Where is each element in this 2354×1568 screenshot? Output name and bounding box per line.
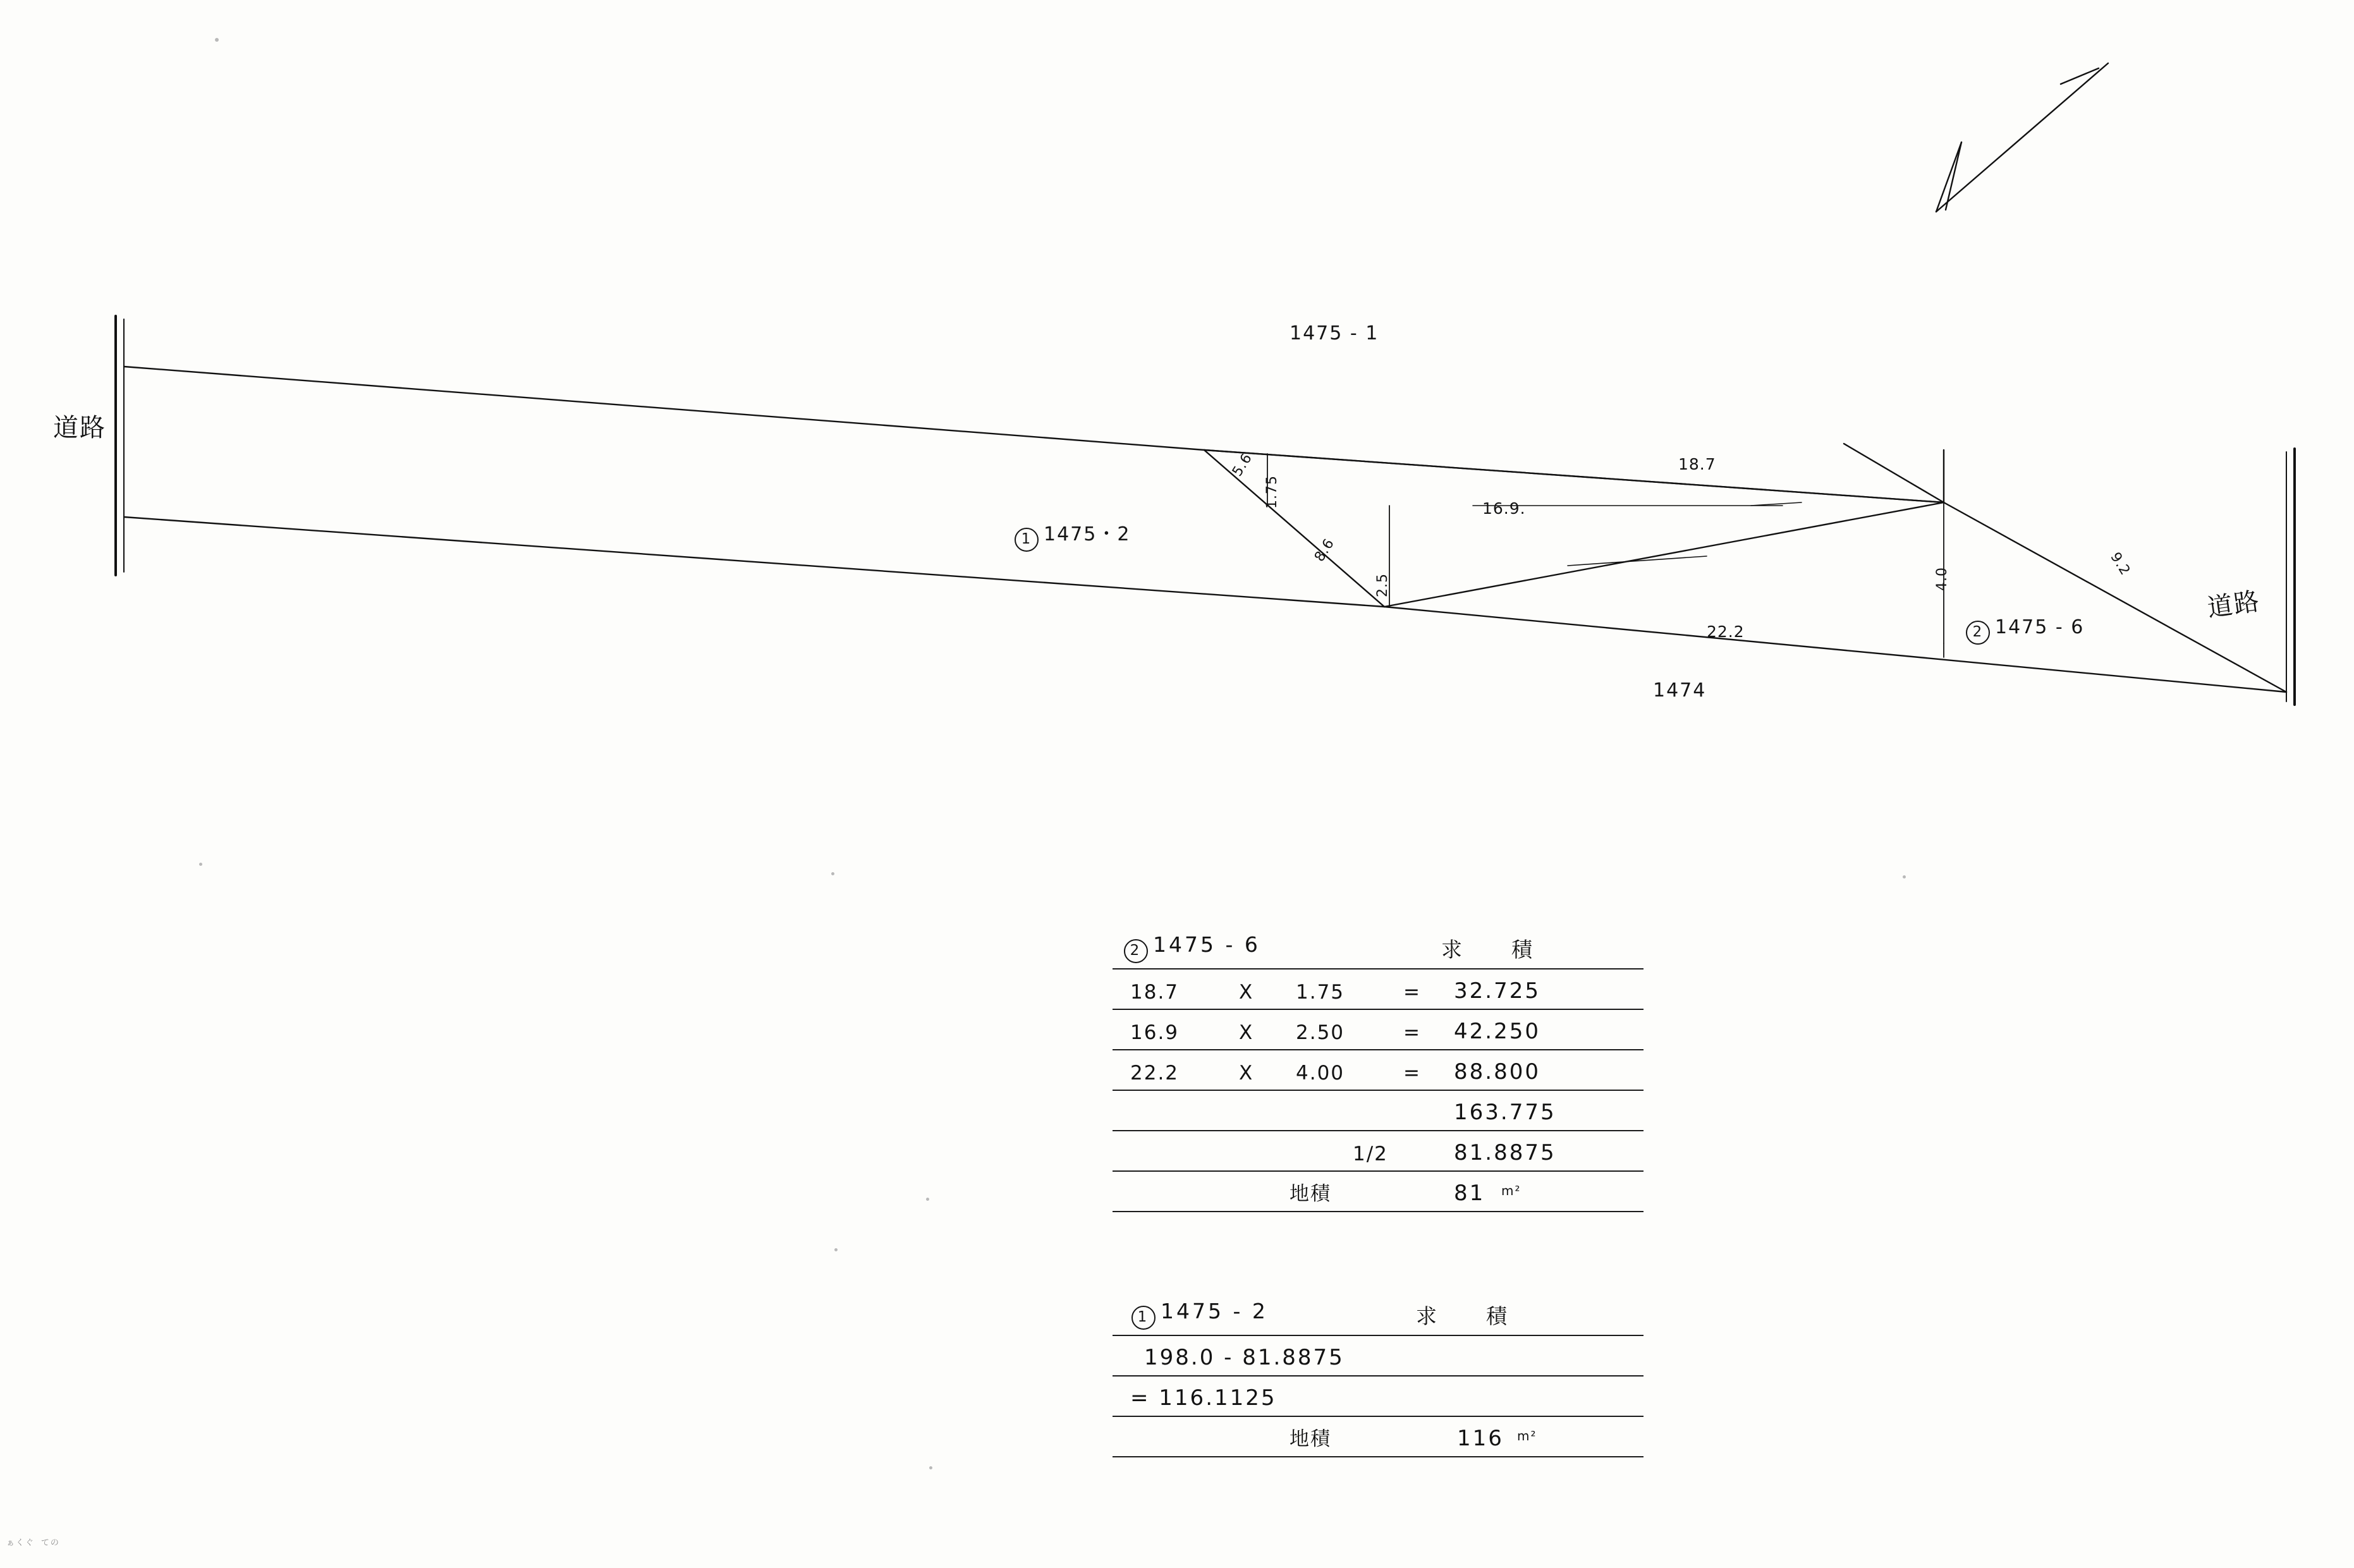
- calc-row-1-eq: =: [1403, 981, 1421, 1004]
- parcel-label-1475-2: [1015, 518, 1130, 552]
- dim-5-6: 5.6: [1229, 450, 1256, 480]
- calc-area-unit-1475-2: m²: [1517, 1428, 1537, 1443]
- calc-row-1: [1113, 969, 1644, 1010]
- paper-speck: [834, 1248, 838, 1251]
- calc-title-1475-6: 求 積: [1441, 937, 1535, 962]
- calc-half-label: 1/2: [1353, 1143, 1388, 1165]
- calc-header-row-1475-6: [1113, 929, 1644, 969]
- parcel-label-1475-2-text: 1475・2: [1044, 523, 1131, 545]
- parcel-marker-1: 1: [1015, 528, 1039, 552]
- calc-header-row-1475-2: [1113, 1296, 1644, 1336]
- dim-18-7: 18.7: [1678, 455, 1716, 473]
- paper-speck: [831, 872, 834, 875]
- calc-row-1-op: X: [1239, 981, 1254, 1004]
- calc-row-1-b: 1.75: [1296, 981, 1345, 1004]
- calc-sum-value: 163.775: [1454, 1100, 1556, 1125]
- calc-row-2-b: 2.50: [1296, 1021, 1345, 1044]
- parcel-label-1475-1: 1475 - 1: [1290, 322, 1379, 344]
- calc-header-1475-2: [1131, 1299, 1268, 1330]
- calc-area-value-1475-2: 116: [1457, 1426, 1504, 1451]
- calc-parcel-1475-6: 1475 - 6: [1153, 932, 1260, 957]
- calc-title-1475-2: 求 積: [1416, 1304, 1509, 1328]
- calc-row-1-a: 18.7: [1130, 981, 1180, 1004]
- calc-subtraction: 198.0 - 81.8875: [1144, 1345, 1345, 1370]
- calculation-block-1475-6: [1113, 929, 1644, 1212]
- calc-area-value-1475-6: 81: [1454, 1181, 1485, 1206]
- paper-speck: [215, 38, 219, 42]
- calc-row-2-a: 16.9: [1130, 1021, 1180, 1044]
- paper-speck: [1903, 875, 1906, 878]
- calc-row-3-b: 4.00: [1296, 1062, 1345, 1085]
- calc-half-row: [1113, 1131, 1644, 1172]
- road-label-left: 道路: [53, 413, 106, 442]
- calculation-block-1475-2: [1113, 1296, 1644, 1457]
- parcel-marker-2: 2: [1966, 621, 1990, 645]
- dim-4-0: 4.0: [1934, 567, 1950, 591]
- calc-header-1475-6: [1124, 932, 1260, 963]
- calc-row-3-result: 88.800: [1454, 1059, 1540, 1085]
- calc-row-3: [1113, 1050, 1644, 1091]
- calc-row-2-result: 42.250: [1454, 1019, 1540, 1044]
- dim-9-2: 9.2: [2107, 549, 2133, 579]
- calc-marker-2: 2: [1124, 939, 1148, 963]
- sheet-corner-mark: ぁくぐ ての: [6, 1538, 60, 1548]
- calc-marker-1: 1: [1131, 1306, 1156, 1330]
- calc-row-2-eq: =: [1403, 1021, 1421, 1044]
- calc-row-3-eq: =: [1403, 1062, 1421, 1085]
- dim-8-6: 8.6: [1312, 535, 1338, 565]
- dim-16-9: 16.9.: [1482, 499, 1526, 518]
- paper-speck: [926, 1198, 929, 1201]
- parcel-label-1474: 1474: [1653, 679, 1707, 702]
- paper-speck: [199, 863, 202, 866]
- road-label-right: 道路: [2205, 586, 2262, 623]
- calc-area-label-1475-6: 地積: [1290, 1182, 1331, 1205]
- calc-area-row-1475-6: [1113, 1172, 1644, 1212]
- parcel-label-1475-6-text: 1475 - 6: [1995, 616, 2085, 638]
- calc-row-2-op: X: [1239, 1021, 1254, 1044]
- calc-sum-row: [1113, 1091, 1644, 1131]
- calc-row-2: [1113, 1010, 1644, 1050]
- calc-area-unit-1475-6: m²: [1501, 1183, 1522, 1198]
- dim-1-75: 1.75: [1264, 475, 1280, 509]
- parcel-label-1475-6: [1966, 616, 2084, 645]
- paper-speck: [929, 1466, 932, 1469]
- calc-parcel-1475-2: 1475 - 2: [1161, 1299, 1268, 1323]
- calc-equals-row: [1113, 1377, 1644, 1417]
- calc-area-row-1475-2: [1113, 1417, 1644, 1457]
- calc-area-label-1475-2: 地積: [1290, 1428, 1331, 1450]
- calc-half-value: 81.8875: [1454, 1140, 1556, 1165]
- calc-equals-line: = 116.1125: [1130, 1385, 1277, 1411]
- calc-subtraction-row: [1113, 1336, 1644, 1377]
- calc-row-1-result: 32.725: [1454, 978, 1540, 1004]
- calc-row-3-op: X: [1239, 1062, 1254, 1085]
- calc-row-3-a: 22.2: [1130, 1062, 1180, 1085]
- dim-2-5: 2.5: [1375, 573, 1391, 597]
- dim-22-2: 22.2: [1707, 623, 1745, 641]
